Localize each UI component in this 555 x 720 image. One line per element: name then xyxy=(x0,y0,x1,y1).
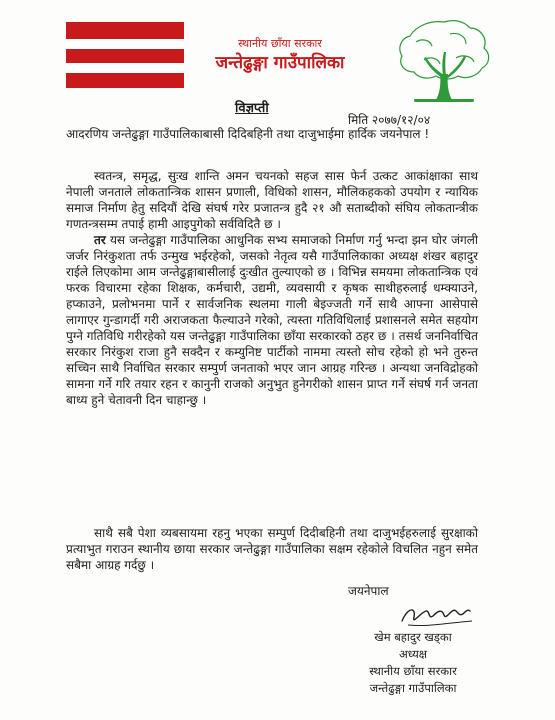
paragraph-2 xyxy=(66,232,478,408)
letterhead-org-name: जन्तेढुङ्गा गाउँपालिका xyxy=(215,53,345,73)
paragraph-3: साथै सबै पेशा व्यबसायमा रहनु भएका सम्पुर्ण दिदीबहिनी तथा दाजुभईहरुलाई सुरक्षाको प्रत्याभुत गराउन स्थानीय छाया सरकार जन्तेढुङ्गा गाउँपालिका सक्षम रहेकोले विचलित नहुन समेत सबैमा आग्रह गर्दछु । xyxy=(66,526,478,572)
signer-name: खेम बहादुर खड्का xyxy=(374,630,452,644)
signer-org-line1: स्थानीय छाँया सरकार xyxy=(369,664,457,678)
tree-logo-icon xyxy=(394,14,494,106)
notice-title: विज्ञप्ती xyxy=(235,101,269,116)
notice-date: मिति २०७७/१२/०४ xyxy=(348,113,431,127)
nepali-flag-emblem xyxy=(66,22,184,88)
letterhead-line1: स्थानीय छाँया सरकार xyxy=(238,37,322,50)
signature-block xyxy=(338,629,488,697)
signer-title: अध्यक्ष xyxy=(398,647,428,661)
handwritten-signature xyxy=(398,601,476,631)
salutation: आदरणिय जन्तेढुङ्गा गाउँपालिकाबासी दिदिबहिनी तथा दाजुभाईमा हार्दिक जयनेपाल ! xyxy=(66,127,430,141)
paragraph-2-text: यस जन्तेढुङ्गा गाउँपालिका आधुनिक सभ्य समाजको निर्माण गर्नु भन्दा झन घोर जंगली जर्जर निरंकुशता तर्फ उन्मुख भईरहेको, जसको नेतृत्व यसै गाउँपालिकाका अध्यक्ष शंखर बहादुर राईले लिएकोमा आम जन्तेढुङ्गाबासीलाई दुःखीत तुल्याएको छ । विभिन्न समयमा लोकतान्त्रिक एवं फरक विचारमा रहेका शिक्षक, कर्मचारी, उद्यमी, व्यवसायी र कृषक साथीहरुलाई धम्क्याउने, हप्काउने, प्रलोभनमा पार्ने र सार्वजनिक स्थलमा गाली बेइज्जती गर्ने साथै आफ्ना आसेपासे लागाएर गुन्डागर्दी गरी अराजकता फैल्याउने गरेको, त्यस्ता गतिविधिलाई प्रशासनले समेत सहयोग पुग्ने गतिविधि गरीरहेको यस जन्तेढुङ्गा गाउँपालिका छाँया सरकारको ठहर छ । तसर्थ जननिर्वाचित सरकार निरंकुश राजा हुनै सक्दैन र कम्युनिष्ट पार्टीको नाममा त्यस्तो सोच रहेको हो भने तुरुन्त सच्चिन साथै निर्वाचित सरकार सम्पुर्ण जनताको भएर जान आग्रह गरिन्छ । अन्यथा जनविद्रोहको सामना गर्ने गरि तयार रहन र कानुनी राजको अनुभुत हुनेगरीको शासन प्राप्त गर्ने संघर्ष गर्न जनता बाध्य हुने चेतावनी दिन चाहान्छु । xyxy=(66,233,478,407)
paragraph-1: स्वतन्त्र, समृद्ध, सुःख शान्ति अमन चयनको सहज सास फेर्न उत्कट आकांक्षाका साथ नेपाली जनताले लोकतान्त्रिक शासन प्रणाली, विधिको शासन, मौलिकहकको उपयोग र न्यायिक समाज निर्माण हेतु सदियौं देखि संघर्ष गरेर प्रजातन्त्र हुदै २१ औ सताब्दीको संघिय लोकतान्त्रीक गणतन्त्रसम्म तपाई हामी आइपुगेको सर्वविदितै छ । xyxy=(66,169,478,231)
signer-org-line2: जन्तेढुङ्गा गाउँपालिका xyxy=(369,681,457,695)
paragraph-2-lead: तर xyxy=(94,233,106,247)
closing-greeting: जयनेपाल xyxy=(348,584,389,598)
